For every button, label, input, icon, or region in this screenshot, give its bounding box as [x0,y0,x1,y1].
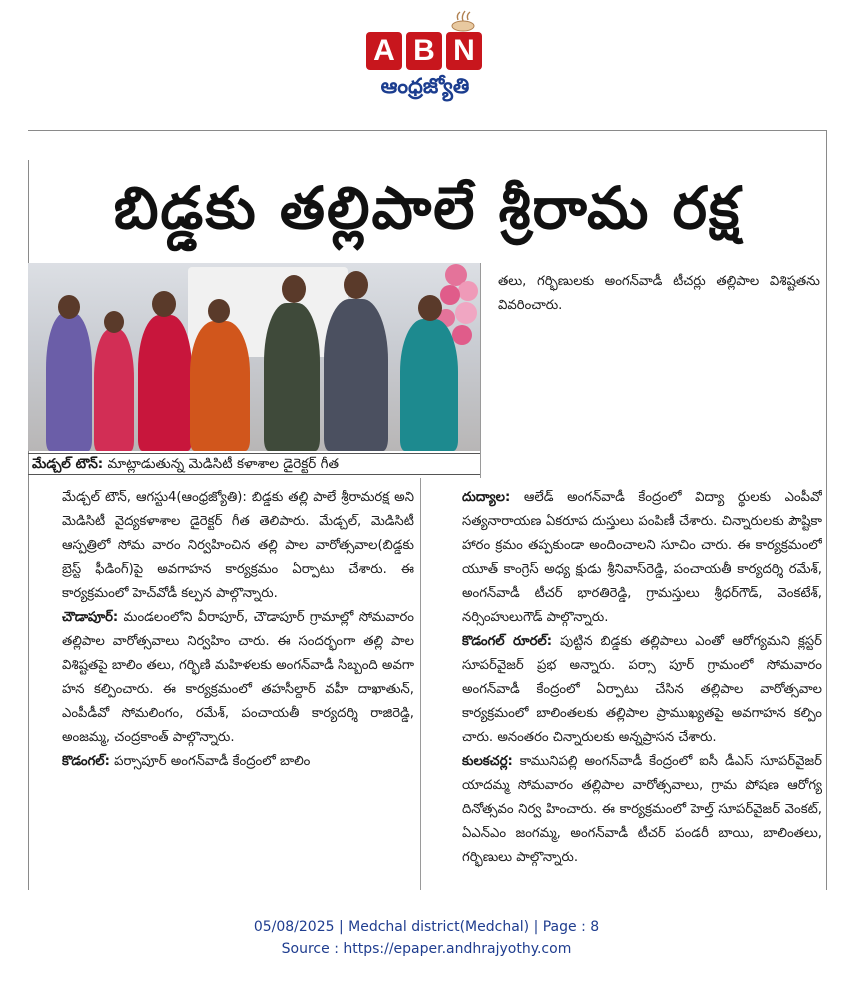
article-headline: బిడ్డకు తల్లిపాలే శ్రీరామ రక్ష [113,174,742,242]
left-paragraph-1-text: మేడ్చల్ టౌన్, ఆగస్టు4(ఆంధ్రజ్యోతి): బిడ్డకు తల్లి పాలే శ్రీరామరక్ష అని మెడిసిటీ వైద్యకళాశాల డైరెక్టర్ గీత తెలిపారు. మేడ్చల్, మెడిసిటీ ఆస్పత్రిలో సోమ వారం నిర్వహించిన తల్లి పాల వారోత్సవాల(బిడ్డకు బ్రెస్ట్ ఫీడింగ్)పై అవగాహన కార్యక్రమం ఏర్పాటు చేశారు. ఈ కార్యక్రమంలో హెచ్‌వోడీ కల్పన పాల్గొన్నారు. [62,490,414,601]
logo-letters [366,32,482,70]
person-4 [190,321,250,451]
person-7-head [418,295,442,321]
person-2 [94,329,134,451]
right-paragraph-1-text: ఆలేడ్ అంగన్‌వాడీ కేంద్రంలో విద్యా ర్థులకు ఎంపీవో సత్యనారాయణ ఏకరూప దుస్తులు పంపిణీ చేశారు. చిన్నారులకు పౌష్టికా హారం క్రమం తప్పకుండా అందించాలని సూచిం చారు. ఈ కార్యక్రమంలో యూత్ కాంగ్రెస్ అధ్య క్షుడు శ్రీనివాస్‌రెడ్డి, పంచాయతీ కార్యదర్శి రమేశ్, అంగన్‌వాడీ టీచర్ భారతిరెడ్డి, గ్రామస్తులు శ్రీధర్‌గౌడ్, వెంకటేశ్, నర్సింహులుగౌడ్ పాల్గొన్నారు. [462,490,822,625]
person-5-head [282,275,306,303]
left-paragraph-3 [40,750,414,774]
left-paragraph-3-text: పర్సాపూర్ అంగన్‌వాడీ కేంద్రంలో బాలిం [109,754,311,769]
person-1 [46,313,92,451]
photo-caption [28,453,480,475]
left-paragraph-2-lead: చౌడాపూర్: [62,610,119,625]
left-paragraph-2 [40,606,414,750]
right-column [440,486,822,886]
person-6-head [344,271,368,299]
person-4-head [208,299,230,323]
right-paragraph-2-lead: కొడంగల్ రూరల్: [462,634,553,649]
right-paragraph-3-text: కామునిపల్లి అంగన్‌వాడీ కేంద్రంలో ఐసీ డీఎస్ సూపర్‌వైజర్ యాదమ్మ సోమవారం తల్లిపాల వారోత్సవాలు, గ్రామ పోషణ ఆరోగ్య దినోత్సవం నిర్వ హించారు. ఈ కార్యక్రమంలో హెల్త్ సూపర్‌వైజర్ వెంకట్, ఏఎన్ఎం జంగమ్మ, అంగన్‌వాడీ టీచర్ పండరీ బాయి, బాలింతలు, గర్భిణులు పాల్గొన్నారు. [462,754,822,865]
right-paragraph-3-lead: కులకచర్ల: [462,754,513,769]
logo-letter-n: N [446,32,482,70]
left-paragraph-2-text: మండలంలోని వీరాపూర్, చౌడాపూర్ గ్రామాల్లో సోమవారం తల్లిపాల వారోత్సవాలు నిర్వహిం చారు. ఈ సందర్భంగా తల్లి పాల విశిష్టతపై బాలిం తలు, గర్భిణి మహిళలకు అంగన్‌వాడీ సిబ్బంది అవగా హన కల్పించారు. ఈ కార్యక్రమంలో తహసీల్దార్ వహీ దాఖాతున్, ఎంపీడీవో సోమలింగం, రమేశ్, పంచాయతీ కార్యదర్శి రాజిరెడ్డి, అంజమ్మ, చంద్రకాంత్ పాల్గొన్నారు. [62,610,414,745]
right-paragraph-1 [440,486,822,630]
caption-text: మాట్లాడుతున్న మెడిసిటీ కళాశాల డైరెక్టర్ గీత [103,456,339,472]
column-divider-top [480,263,481,478]
right-paragraph-3 [440,750,822,870]
left-paragraph-3-lead: కొడంగల్: [62,754,110,769]
column-divider [420,478,421,890]
left-paragraph-1 [40,486,414,606]
person-5 [264,303,320,451]
person-1-head [58,295,80,319]
right-paragraph-2-text: పుట్టిన బిడ్డకు తల్లిపాలు ఎంతో ఆరోగ్యమని క్లస్టర్ సూపర్‌వైజర్ ప్రభ అన్నారు. పర్సా పూర్ గ్రామంలో సోమవారం అంగన్‌వాడీ కేంద్రంలో ఏర్పాటు చేసిన తల్లిపాల వారోత్సవాల కార్యక్రమంలో బాలింతలకు తల్లిపాల ప్రాముఖ్యతపై అవగాహన కల్పిం చారు. అనంతరం చిన్నారులకు అన్నప్రాసన చేశారు. [462,634,822,745]
footer-date-line: 05/08/2025 | Medchal district(Medchal) | Page : 8 [253,919,600,935]
right-paragraph-2 [440,630,822,750]
logo-letter-b: B [406,32,442,70]
person-3 [138,315,192,451]
person-2-head [104,311,124,333]
person-7 [400,319,458,451]
person-6 [324,299,388,451]
right-column-top [498,270,820,480]
footer-source-line: Source : https://epaper.andhrajyothy.com [281,941,572,957]
logo-letter-a: A [366,32,402,70]
article-photo [28,263,480,451]
caption-place: మేడ్చల్ టౌన్: [32,456,104,472]
right-top-paragraph: తలు, గర్భిణులకు అంగన్‌వాడీ టీచర్లు తల్లిపాల విశిష్టతను వివరించారు. [498,274,820,313]
page-footer [0,916,853,960]
abn-logo [362,10,490,102]
right-paragraph-1-lead: దుద్యాల: [462,490,511,505]
coffee-steam-icon [450,10,476,32]
logo-subtitle: ఆంధ్రజ్యోతి [380,74,470,98]
left-column [40,486,414,886]
person-3-head [152,291,176,317]
